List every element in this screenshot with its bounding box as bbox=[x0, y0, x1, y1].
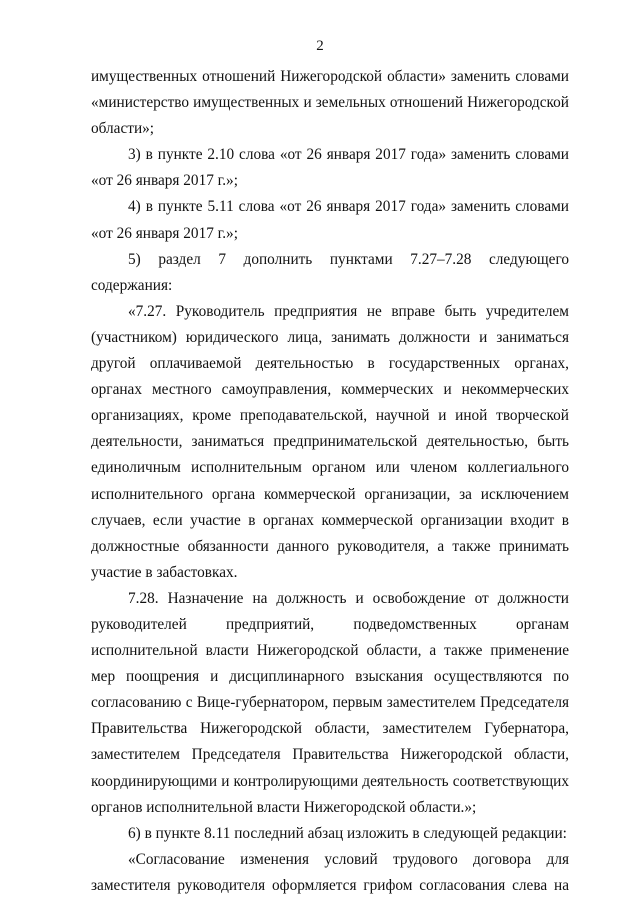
paragraph-6: 7.28. Назначение на должность и освобождение от должности руководителей предприятий, подведомственных органам исполнительной власти Нижегородской области, а также применение мер поощрения и дисциплинарного взыскания осуществляются по согласованию с Вице-губернатором, первым заместителем Председателя Правительства Нижегородской области, заместителем Губернатора, заместителем Председателя Правительства Нижегородской области, координирующими и контролирующими деятельность соответствующих органов исполнительной власти Нижегородской области.»; bbox=[91, 589, 569, 816]
paragraph-2: 3) в пункте 2.10 слова «от 26 января 2017 года» заменить словами «от 26 января 2017 г.»; bbox=[91, 146, 569, 190]
page-number: 2 bbox=[316, 38, 324, 54]
paragraph-5: «7.27. Руководитель предприятия не вправе быть учредителем (участником) юридического лица, занимать должности и заниматься другой оплачиваемой деятельностью в государственных органах, органах местного самоуправления, коммерческих и некоммерческих организациях, кроме преподавательской, научной и иной творческой деятельности, заниматься предпринимательской деятельностью, быть единоличным исполнительным органом или членом коллегиального исполнительного органа коммерческой организации, за исключением случаев, если участие в органах коммерческой организации входит в должностные обязанности данного руководителя, а также принимать участие в забастовках. bbox=[91, 302, 569, 581]
document-body bbox=[91, 64, 569, 899]
paragraph-3: 4) в пункте 5.11 слова «от 26 января 2017 года» заменить словами «от 26 января 2017 г.»; bbox=[91, 198, 569, 242]
paragraph-7: 6) в пункте 8.11 последний абзац изложить в следующей редакции: bbox=[128, 824, 567, 842]
paragraph-4: 5) раздел 7 дополнить пунктами 7.27–7.28 следующего содержания: bbox=[91, 250, 569, 294]
paragraph-1: имущественных отношений Нижегородской области» заменить словами «министерство имущественных и земельных отношений Нижегородской области»; bbox=[91, 68, 569, 138]
paragraph-8: «Согласование изменения условий трудового договора для заместителя руководителя оформляется грифом согласования слева на bbox=[91, 850, 569, 894]
